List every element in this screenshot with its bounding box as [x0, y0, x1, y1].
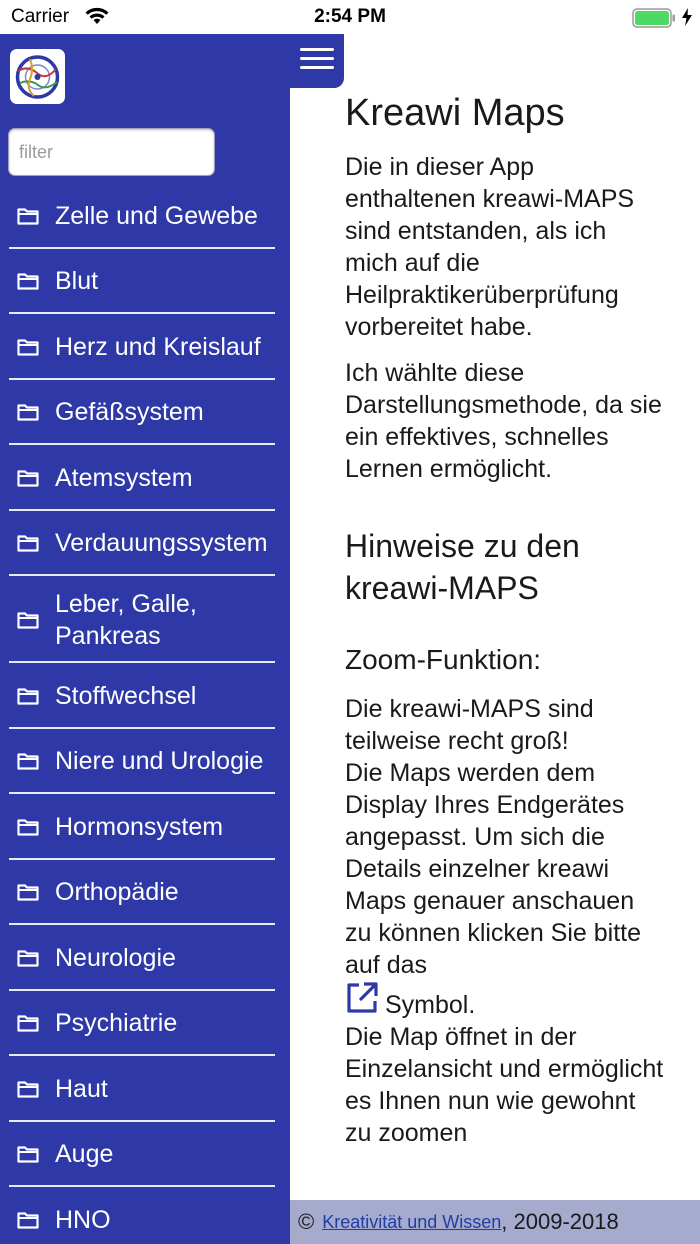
- sidebar-item-stoffwechsel[interactable]: [0, 663, 290, 729]
- main-content: [345, 90, 665, 1149]
- sidebar-item-label: Herz und Kreislauf: [55, 332, 261, 361]
- sidebar-item-label: Niere und Urologie: [55, 747, 264, 776]
- folder-icon: [17, 611, 39, 629]
- folder-icon: [17, 207, 39, 225]
- sidebar-item-label: Stoffwechsel: [55, 681, 197, 710]
- sidebar-item-gefäßsystem[interactable]: [0, 380, 290, 446]
- folder-icon: [17, 1080, 39, 1098]
- page-title: Kreawi Maps: [345, 92, 565, 134]
- folder-icon: [17, 818, 39, 836]
- zoom-heading: Zoom-Funktion:: [345, 644, 542, 675]
- folder-icon: [17, 272, 39, 290]
- sidebar-item-orthopädie[interactable]: [0, 860, 290, 926]
- footer: [290, 1200, 700, 1244]
- external-link-icon[interactable]: [345, 981, 379, 1015]
- sidebar-item-hno[interactable]: [0, 1187, 290, 1244]
- sidebar-item-label: Orthopädie: [55, 878, 179, 907]
- folder-icon: [17, 534, 39, 552]
- sidebar-item-label: HNO: [55, 1205, 111, 1234]
- sidebar-item-blut[interactable]: [0, 249, 290, 315]
- folder-icon: [17, 949, 39, 967]
- kreawi-logo-icon: [10, 49, 65, 104]
- zoom-symbol-line: [345, 981, 665, 1021]
- folder-icon: [17, 1145, 39, 1163]
- folder-icon: [17, 687, 39, 705]
- charging-icon: [681, 7, 693, 27]
- sidebar-item-verdauungssystem[interactable]: [0, 511, 290, 577]
- sidebar-item-label: Zelle und Gewebe: [55, 201, 258, 230]
- sidebar-item-label: Leber, Galle, Pankreas: [55, 589, 197, 650]
- sidebar-item-zelle-und-gewebe[interactable]: [0, 183, 290, 249]
- folder-icon: [17, 469, 39, 487]
- footer-link[interactable]: Kreativität und Wissen: [322, 1211, 502, 1232]
- sidebar-item-label: Hormonsystem: [55, 812, 224, 841]
- zoom-text-1: Die kreawi-MAPS sind teilweise recht groß!: [345, 695, 594, 755]
- zoom-text-2: Die Maps werden dem Display Ihres Endgerätes angepasst. Um sich die Details einzelner kreawi Maps genauer anschauen zu können klicken Sie bitte auf das: [345, 759, 642, 979]
- folder-icon: [17, 403, 39, 421]
- sidebar-item-psychiatrie[interactable]: [0, 991, 290, 1057]
- battery-icon: [632, 8, 676, 28]
- sidebar-item-neurologie[interactable]: [0, 925, 290, 991]
- section-heading: Hinweise zu den kreawi-MAPS: [345, 528, 580, 606]
- sidebar-item-label: Haut: [55, 1074, 108, 1103]
- folder-icon: [17, 1014, 39, 1032]
- sidebar-item-label: Blut: [55, 267, 99, 296]
- sidebar-item-atemsystem[interactable]: [0, 445, 290, 511]
- clock: 2:54 PM: [314, 6, 386, 27]
- sidebar-item-auge[interactable]: [0, 1122, 290, 1188]
- carrier-label: Carrier: [11, 6, 70, 27]
- folder-icon: [17, 883, 39, 901]
- sidebar-item-label: Gefäßsystem: [55, 398, 204, 427]
- sidebar-item-haut[interactable]: [0, 1056, 290, 1122]
- sidebar-item-label: Auge: [55, 1140, 114, 1169]
- folder-icon: [17, 338, 39, 356]
- intro-paragraph-1: Die in dieser App enthaltenen kreawi-MAPS sind entstanden, als ich mich auf die Heilpraktikerüberprüfung vorbereitet habe.: [345, 153, 635, 341]
- sidebar-item-herz-und-kreislauf[interactable]: [0, 314, 290, 380]
- sidebar-item-hormonsystem[interactable]: [0, 794, 290, 860]
- sidebar-item-label: Atemsystem: [55, 463, 193, 492]
- folder-icon: [17, 752, 39, 770]
- category-list: [0, 183, 290, 1244]
- intro-paragraph-2: Ich wählte diese Darstellungsmethode, da sie ein effektives, schnelles Lernen ermöglicht.: [345, 359, 662, 483]
- copyright-symbol: ©: [298, 1209, 315, 1234]
- folder-icon: [17, 1211, 39, 1229]
- sidebar-item-niere-und-urologie[interactable]: [0, 729, 290, 795]
- sidebar-item-label: Psychiatrie: [55, 1009, 178, 1038]
- sidebar-item-label: Verdauungssystem: [55, 529, 268, 558]
- sidebar-item-label: Neurologie: [55, 943, 176, 972]
- footer-years: , 2009-2018: [501, 1209, 619, 1234]
- filter-input[interactable]: [8, 128, 215, 176]
- zoom-symbol-label: Symbol.: [385, 991, 476, 1019]
- hamburger-icon[interactable]: [300, 48, 334, 74]
- sidebar-item-leber-galle-pankreas[interactable]: [0, 576, 290, 663]
- zoom-text-3: Die Map öffnet in der Einzelansicht und ermöglicht es Ihnen nun wie gewohnt zu zoomen: [345, 1023, 664, 1147]
- status-bar: [0, 0, 700, 34]
